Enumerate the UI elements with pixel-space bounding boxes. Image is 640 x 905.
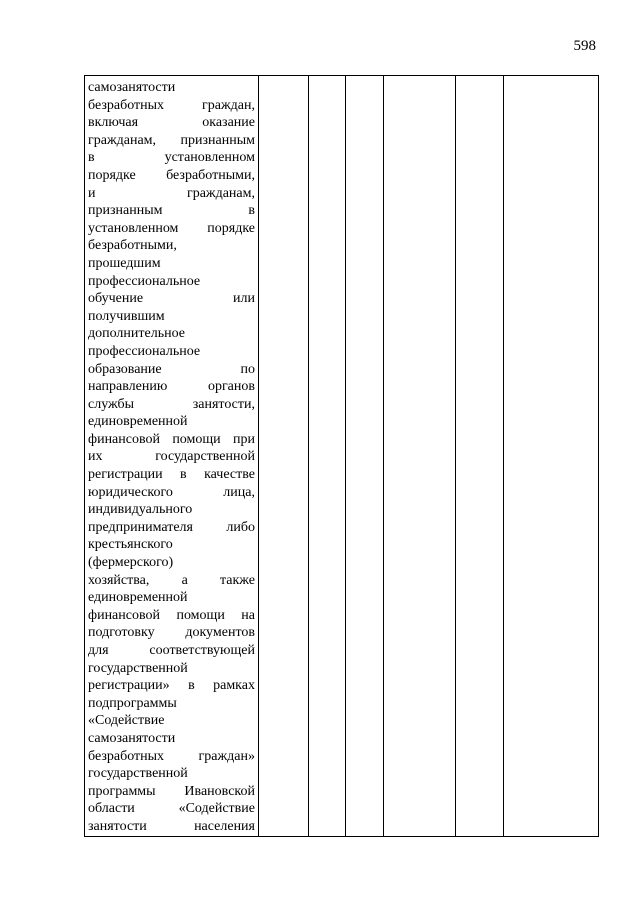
- description-line: «Содействие: [88, 713, 165, 729]
- description-line: безработных граждан»: [88, 748, 255, 764]
- empty-cell-4: [384, 76, 456, 837]
- description-line: занятости населения: [88, 818, 255, 834]
- document-table: [84, 75, 599, 837]
- description-line: самозанятости: [88, 730, 176, 746]
- description-line: финансовой помощи на: [88, 607, 255, 623]
- empty-cell-1: [259, 76, 309, 837]
- description-line: единовременной: [88, 414, 188, 430]
- description-line: безработными,: [88, 238, 177, 254]
- description-line: регистрации» в рамках: [88, 678, 255, 694]
- description-line: для соответствующей: [88, 643, 255, 658]
- description-line: юридического лица,: [88, 484, 255, 500]
- description-line: установленном порядке: [88, 220, 255, 236]
- description-line: направлению органов: [88, 379, 255, 395]
- description-line: подпрограммы: [88, 695, 177, 711]
- description-line: крестьянского: [88, 537, 173, 553]
- description-line: гражданам, признанным: [88, 132, 255, 148]
- description-line: безработных граждан,: [88, 97, 255, 113]
- description-line: предпринимателя либо: [88, 519, 255, 535]
- description-cell: [85, 76, 259, 837]
- description-line: самозанятости: [88, 80, 176, 95]
- description-line: хозяйства, а также: [88, 572, 255, 588]
- description-line: прошедшим: [88, 255, 161, 271]
- description-line: образование по: [88, 361, 255, 377]
- description-line: обучение или: [88, 291, 255, 307]
- description-line: финансовой помощи при: [88, 431, 255, 447]
- description-line: порядке безработными,: [88, 167, 255, 183]
- description-line: их государственной: [88, 449, 255, 465]
- empty-cell-2: [309, 76, 346, 837]
- description-line: области «Содействие: [88, 801, 255, 817]
- description-line: индивидуального: [88, 502, 193, 518]
- description-line: профессиональное: [88, 343, 201, 359]
- description-line: получившим: [88, 308, 165, 324]
- description-line: профессиональное: [88, 273, 201, 289]
- empty-cell-6: [504, 76, 599, 837]
- description-line: подготовку документов: [88, 625, 255, 641]
- empty-cell-5: [456, 76, 504, 837]
- page-number: 598: [573, 38, 596, 54]
- empty-cell-3: [346, 76, 384, 837]
- description-line: государственной: [88, 766, 188, 782]
- description-line: программы Ивановской: [88, 783, 255, 799]
- description-line: государственной: [88, 660, 188, 676]
- description-text: [85, 76, 258, 836]
- description-line: и гражданам,: [88, 185, 255, 201]
- description-line: признанным в: [88, 203, 255, 219]
- table-row: [85, 76, 599, 837]
- description-line: в установленном: [88, 150, 255, 166]
- description-line: службы занятости,: [88, 396, 255, 412]
- description-line: регистрации в качестве: [88, 467, 255, 483]
- description-line: дополнительное: [88, 326, 185, 342]
- description-line: включая оказание: [88, 115, 255, 131]
- description-line: (фермерского): [88, 555, 174, 571]
- description-line: единовременной: [88, 590, 188, 606]
